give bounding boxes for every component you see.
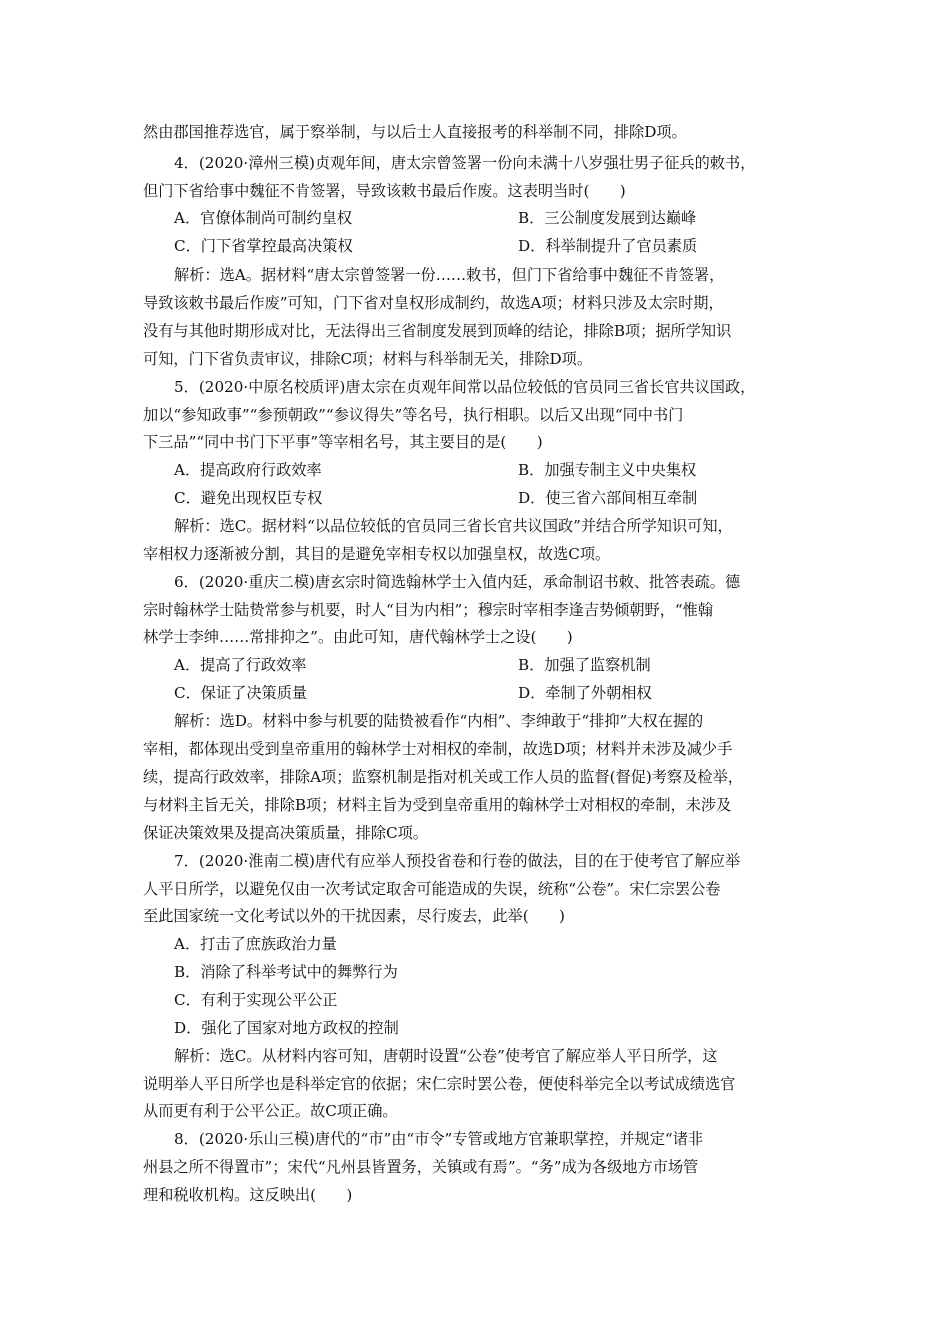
question-stem-line: 宗时翰林学士陆贽常参与机要，时人“目为内相”；穆宗时宰相李逢吉势倾朝野，“惟翰 [143,601,714,619]
analysis-line: 可知，门下省负责审议，排除C项；材料与科举制无关，排除D项。 [143,350,593,368]
analysis-line: 保证决策效果及提高决策质量，排除C项。 [143,824,428,842]
option-c: C．门下省掌控最高决策权 [174,237,353,255]
option-a: A．打击了庶族政治力量 [174,935,337,953]
question-stem-line: 加以“参知政事”“参预朝政”“参议得失”等名号，执行相职。以后又出现“同中书门 [143,406,684,424]
analysis-line: 导致该敕书最后作废”可知，门下省对皇权形成制约，故选A项；材料只涉及太宗时期， [143,294,724,312]
analysis-line: 解析：选D。材料中参与机要的陆贽被看作“内相”、李绅敢于“排抑”大权在握的 [174,712,704,730]
question-stem-line: 4．(2020·漳州三模)贞观年间，唐太宗曾签署一份向未满十八岁强壮男子征兵的敕书， [174,154,756,172]
option-d: D．使三省六部间相互牵制 [518,489,698,507]
analysis-line: 宰相，都体现出受到皇帝重用的翰林学士对相权的牵制，故选D项；材料并未涉及减少手 [143,740,733,758]
option-d: D．强化了国家对地方政权的控制 [174,1019,399,1037]
analysis-line: 解析：选A。据材料“唐太宗曾签署一份……敕书，但门下省给事中魏征不肯签署， [174,266,725,284]
question-stem-line: 林学士李绅……常排抑之”。由此可知，唐代翰林学士之设( ) [143,628,573,646]
option-a: A．官僚体制尚可制约皇权 [174,209,353,227]
question-stem-line: 5．(2020·中原名校质评)唐太宗在贞观年间常以品位较低的官员同三省长官共议国政， [174,378,756,396]
option-d: D．牵制了外朝相权 [518,684,652,702]
option-a: A．提高了行政效率 [174,656,307,674]
option-a: A．提高政府行政效率 [174,461,322,479]
analysis-line: 没有与其他时期形成对比，无法得出三省制度发展到顶峰的结论，排除B项；据所学知识 [143,322,732,340]
question-stem-line: 至此国家统一文化考试以外的干扰因素，尽行废去，此举( ) [143,907,565,925]
option-c: C．避免出现权臣专权 [174,489,323,507]
analysis-line: 与材料主旨无关，排除B项；材料主旨为受到皇帝重用的翰林学士对相权的牵制，未涉及 [143,796,732,814]
option-b: B．三公制度发展到达巅峰 [518,209,697,227]
option-d: D．科举制提升了官员素质 [518,237,698,255]
option-c: C．有利于实现公平公正 [174,991,338,1009]
analysis-line: 续，提高行政效率，排除A项；监察机制是指对机关或工作人员的监督(督促)考察及检举， [143,768,743,786]
analysis-line: 宰相权力逐渐被分割，其目的是避免宰相专权以加强皇权，故选C项。 [143,545,611,563]
question-stem-line: 8．(2020·乐山三模)唐代的“市”由“市令”专管或地方官兼职掌控，并规定“诸非 [174,1130,704,1148]
analysis-line: 从而更有利于公平公正。故C项正确。 [143,1102,398,1120]
question-stem-line: 州县之所不得置市”；宋代“凡州县皆置务，关镇或有焉”。“务”成为各级地方市场管 [143,1158,699,1176]
question-stem-line: 但门下省给事中魏征不肯签署，导致该敕书最后作废。这表明当时( ) [143,182,626,200]
question-stem-line: 6．(2020·重庆二模)唐玄宗时简选翰林学士入值内廷，承命制诏书敕、批答表疏。德 [174,573,741,591]
analysis-line: 解析：选C。从材料内容可知，唐朝时设置“公卷”使考官了解应举人平日所学，这 [174,1047,718,1065]
option-c: C．保证了决策质量 [174,684,308,702]
option-b: B．消除了科举考试中的舞弊行为 [174,963,398,981]
question-stem-line: 人平日所学，以避免仅由一次考试定取舍可能造成的失误，统称“公卷”。宋仁宗罢公卷 [143,880,721,898]
analysis-line: 说明举人平日所学也是科举定官的依据；宋仁宗时罢公卷，便使科举完全以考试成绩选官 [143,1075,736,1093]
question-stem-line: 下三品”“同中书门下平事”等宰相名号，其主要目的是( ) [143,433,543,451]
question-stem-line: 理和税收机构。这反映出( ) [143,1186,353,1204]
intro-text-line: 然由郡国推荐选官，属于察举制，与以后士人直接报考的科举制不同，排除D项。 [143,123,687,141]
option-b: B．加强了监察机制 [518,656,651,674]
analysis-line: 解析：选C。据材料“以品位较低的官员同三省长官共议国政”并结合所学知识可知， [174,517,733,535]
option-b: B．加强专制主义中央集权 [518,461,697,479]
question-stem-line: 7．(2020·淮南二模)唐代有应举人预投省卷和行卷的做法，目的在于使考官了解应举 [174,852,741,870]
